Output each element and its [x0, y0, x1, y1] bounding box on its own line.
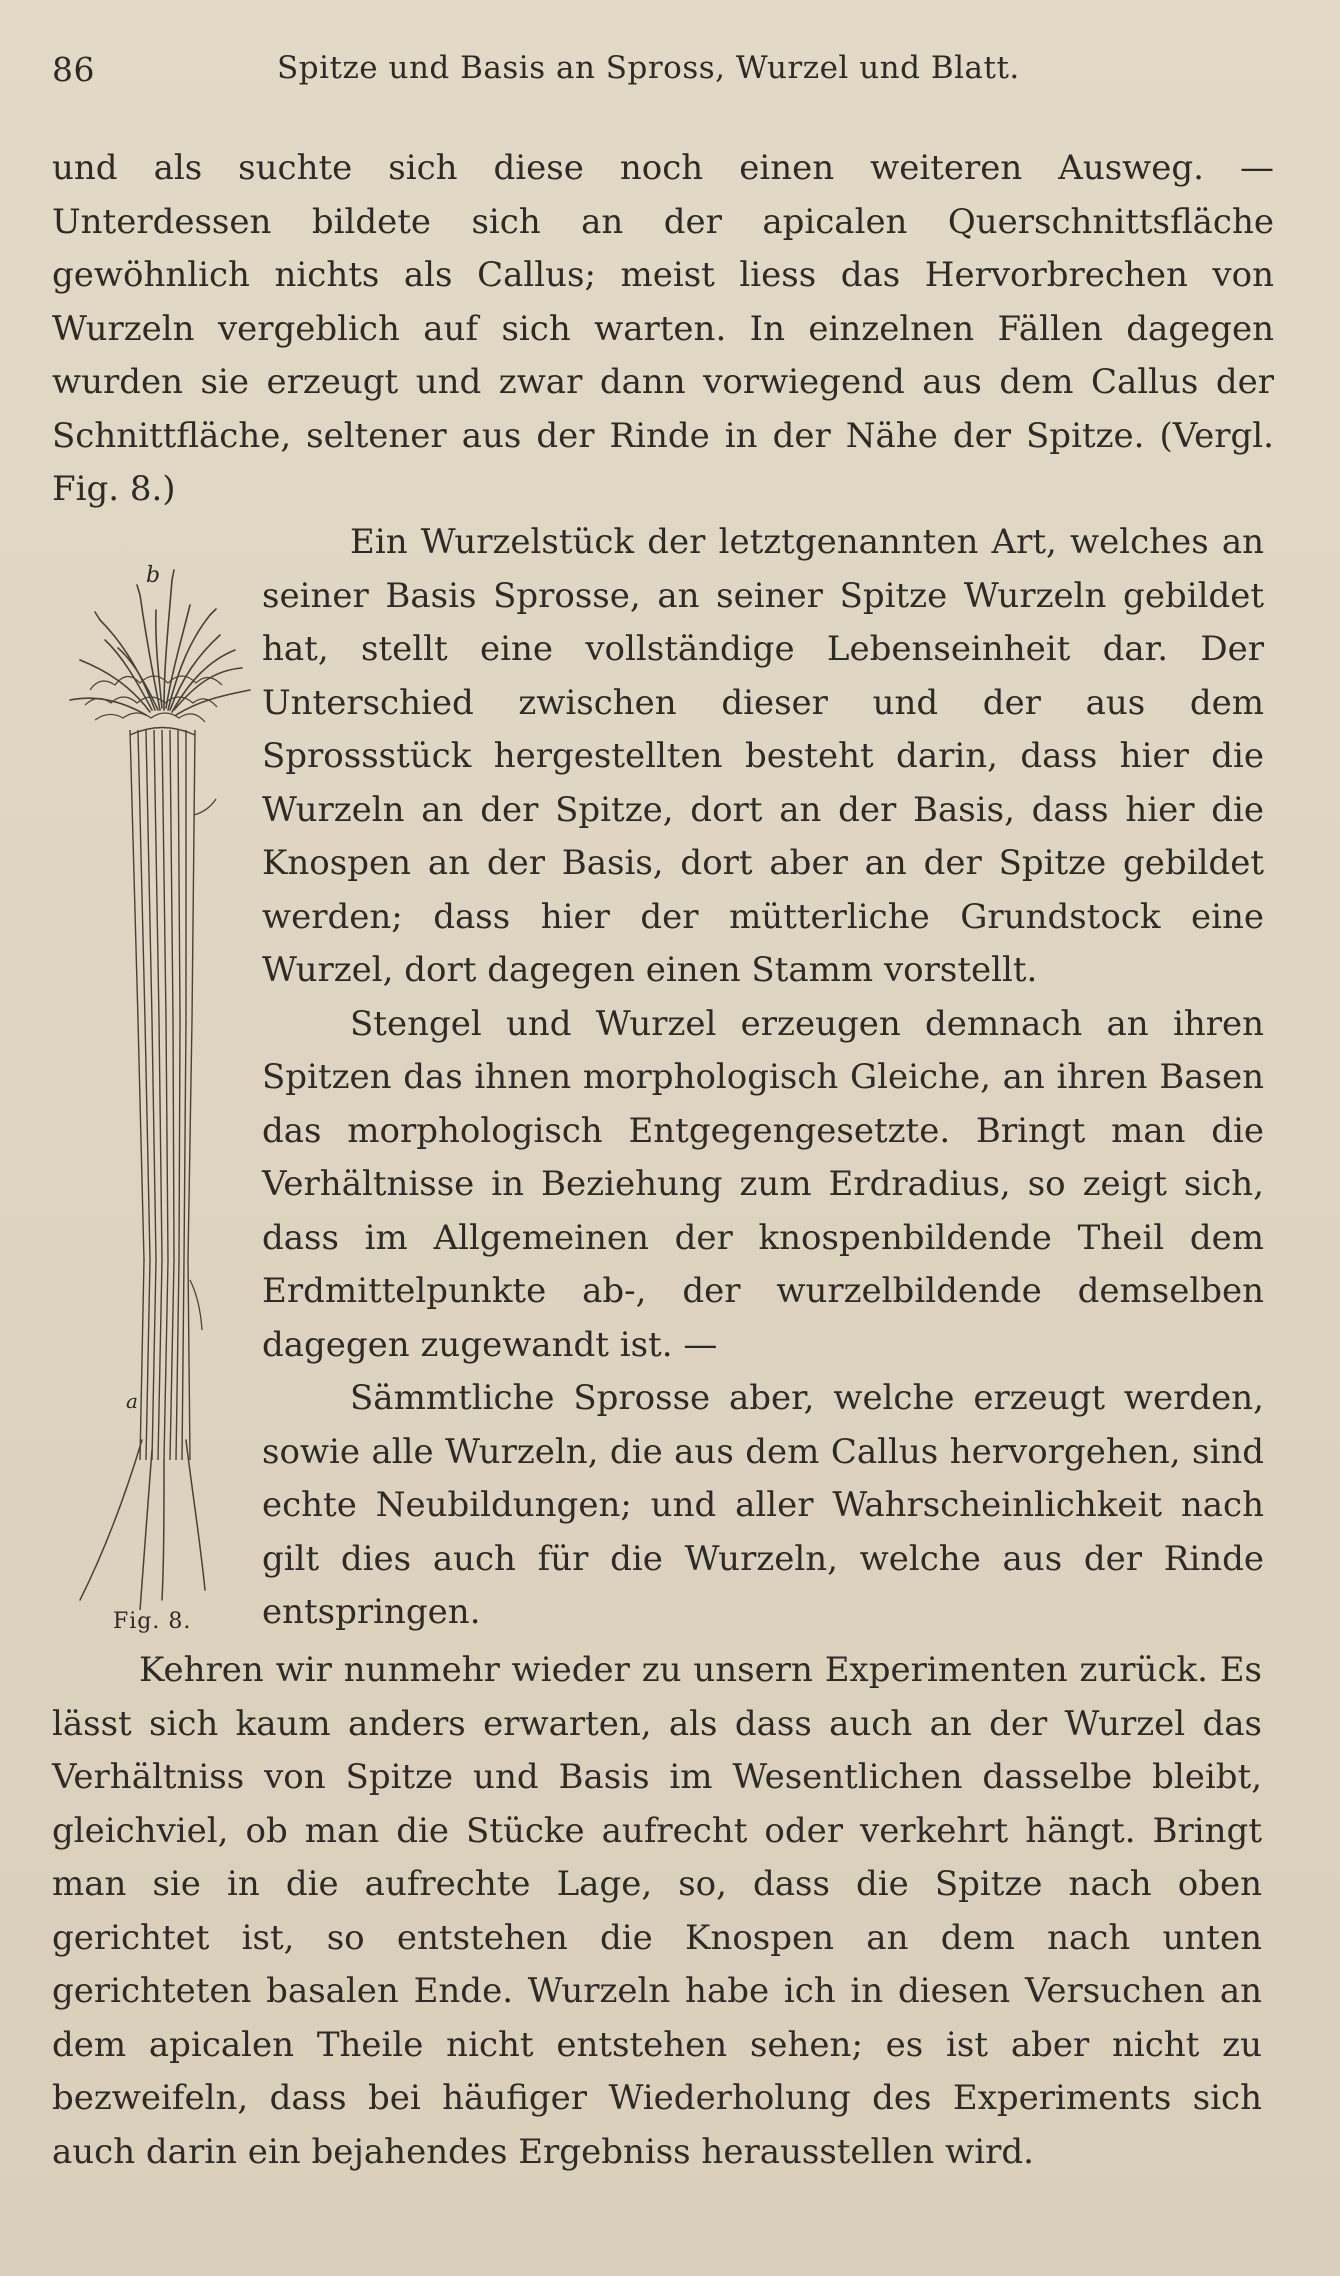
body-text-top	[52, 142, 1274, 517]
running-head: Spitze und Basis an Spross, Wurzel und Blatt.	[277, 50, 1020, 86]
body-text-bottom	[52, 1644, 1262, 2179]
body-text-side	[262, 516, 1264, 1640]
figure-8	[60, 560, 260, 1610]
page-header	[52, 50, 1272, 100]
paragraph: und als suchte sich diese noch einen weiteren Ausweg. — Unterdessen bildete sich an der apicalen Querschnittsfläche gewöhnlich nichts als Callus; meist liess das Hervorbrechen von Wurzeln vergeblich auf sich warten. In einzelnen Fällen dagegen wurden sie erzeugt und zwar dann vorwiegend aus dem Callus der Schnittfläche, seltener aus der Rinde in der Nähe der Spitze. (Vergl. Fig. 8.)	[52, 148, 1274, 509]
root-cutting-illustration	[60, 560, 260, 1610]
paragraph: Stengel und Wurzel erzeugen demnach an ihren Spitzen das ihnen morphologisch Gleiche, an ihren Basen das morphologisch Entgegengesetzte. Bringt man die Verhältnisse in Beziehung zum Erdradius, so zeigt sich, dass im Allgemeinen der knospenbildende Theil dem Erdmittelpunkte ab-, der wurzelbildende demselben dagegen zugewandt ist. —	[262, 1003, 1264, 1365]
figure-caption: Fig. 8.	[113, 1609, 192, 1634]
figure-label-b: b	[146, 563, 161, 588]
paragraph: Ein Wurzelstück der letztgenannten Art, welches an seiner Basis Sprosse, an seiner Spitze Wurzeln gebildet hat, stellt eine vollständige Lebenseinheit dar. Der Unterschied zwischen dieser und der aus dem Sprossstück hergestellten besteht darin, dass hier die Wurzeln an der Spitze, dort an der Basis, dass hier die Knospen an der Basis, dort aber an der Spitze gebildet werden; dass hier der mütterliche Grundstock eine Wurzel, dort dagegen einen Stamm vorstellt.	[262, 522, 1264, 990]
paragraph: Kehren wir nunmehr wieder zu unsern Experimenten zurück. Es lässt sich kaum anders erwarten, als dass auch an der Wurzel das Verhältniss von Spitze und Basis im Wesentlichen dasselbe bleibt, gleichviel, ob man die Stücke aufrecht oder verkehrt hängt. Bringt man sie in die aufrechte Lage, so, dass die Spitze nach oben gerichtet ist, so entstehen die Knospen an dem nach unten gerichteten basalen Ende. Wurzeln habe ich in diesen Versuchen an dem apicalen Theile nicht entstehen sehen; es ist aber nicht zu bezweifeln, dass bei häufiger Wiederholung des Experiments sich auch darin ein bejahendes Ergebniss herausstellen wird.	[52, 1650, 1262, 2172]
paragraph: Sämmtliche Sprosse aber, welche erzeugt werden, sowie alle Wurzeln, die aus dem Callus hervorgehen, sind echte Neubildungen; und aller Wahrscheinlichkeit nach gilt dies auch für die Wurzeln, welche aus der Rinde entspringen.	[262, 1378, 1264, 1632]
figure-label-a: a	[126, 1389, 138, 1413]
page-number: 86	[52, 50, 95, 89]
